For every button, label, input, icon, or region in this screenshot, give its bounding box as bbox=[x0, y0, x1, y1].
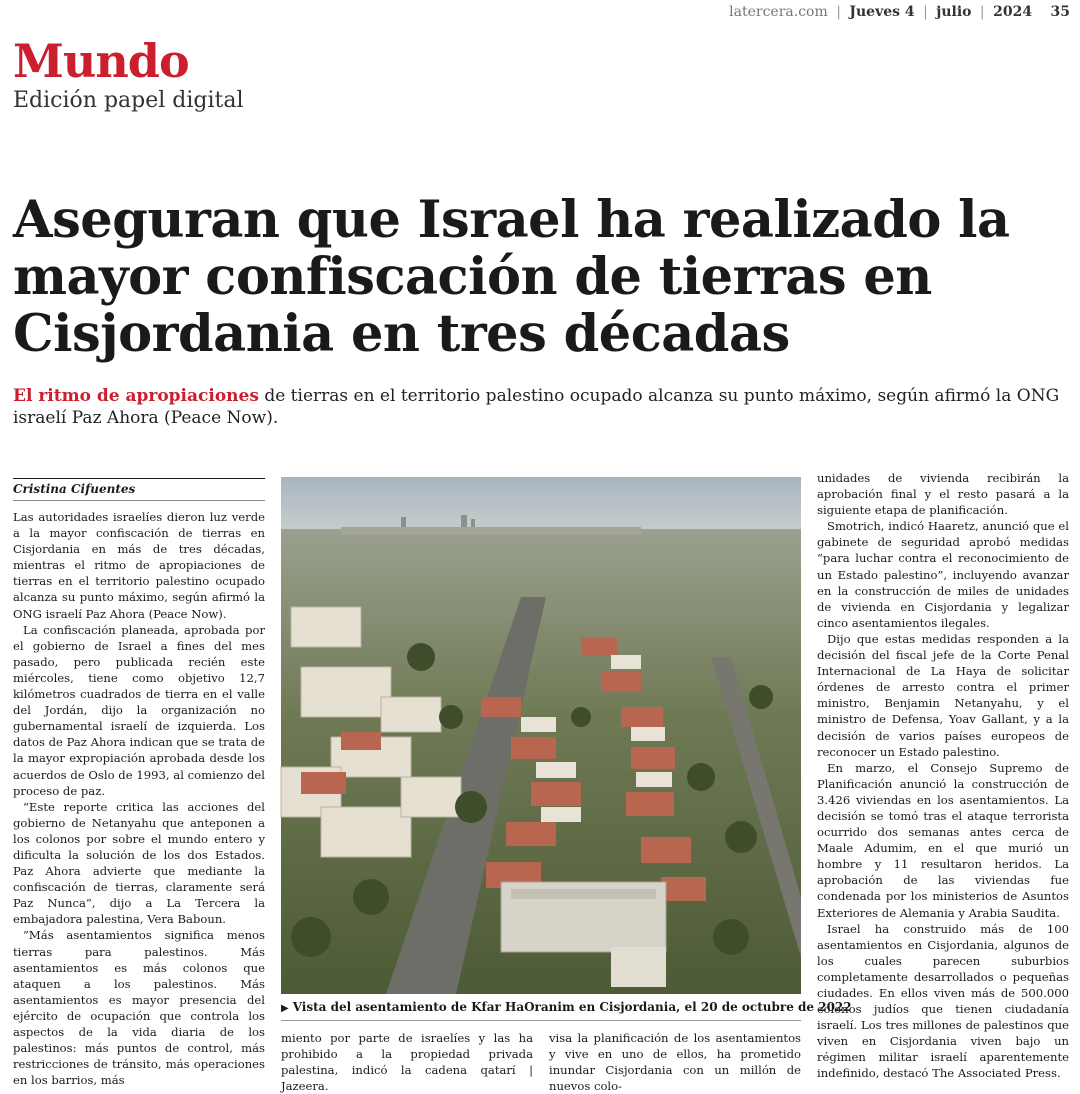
divider bbox=[13, 478, 265, 479]
caption-text: Vista del asentamiento de Kfar HaOranim en Cisjordania, el 20 de octubre de 2022 bbox=[292, 1000, 852, 1014]
article-column-2 bbox=[281, 1030, 533, 1094]
paragraph: En marzo, el Consejo Supremo de Planificación anunció la construcción de 3.426 viviendas en los asentamientos. La decisión se tomó tras el ataque terrorista ocurrido dos semanas antes cerca de Maale Adumim, en el que murió un hombre y 11 resultaron heridos. La aprobación de las viviendas fue condenada por los ministerios de Asuntos Exteriores de Alemania y Arabia Saudita. bbox=[817, 760, 1069, 920]
separator: | bbox=[979, 4, 985, 20]
deck-text: de tierras en el territorio palestino ocupado alcanza su punto máximo, según afirmó la ONG israelí Paz Ahora (Peace Now). bbox=[13, 386, 1060, 428]
header-year: 2024 bbox=[993, 4, 1033, 20]
header-day: Jueves 4 bbox=[849, 4, 915, 20]
paragraph: miento por parte de israelíes y las ha prohibido a la propiedad privada palestina, indicó la cadena qatarí | Jazeera. bbox=[281, 1031, 533, 1094]
paragraph: La confiscación planeada, aprobada por el gobierno de Israel a fines del mes pasado, pero publicada recién este miércoles, tiene como objetivo 12,7 kilómetros cuadrados de tierra en el valle del Jordán, dijo la organización no gubernamental israelí de izquierda. Los datos de Paz Ahora indican que se trata de la mayor expropiación aprobada desde los acuerdos de Oslo de 1993, al comienzo del proceso de paz. bbox=[13, 622, 265, 798]
divider bbox=[281, 1020, 801, 1021]
deck-highlight: El ritmo de apropiaciones bbox=[13, 386, 259, 406]
page-header bbox=[729, 4, 1070, 20]
article-column-4 bbox=[817, 470, 1069, 1080]
byline: Cristina Cifuentes bbox=[13, 482, 136, 496]
settlement-aerial-image bbox=[281, 477, 801, 994]
paragraph: visa la planificación de los asentamientos y vive en uno de ellos, ha prometido inundar Cisjordania con un millón de nuevos colo- bbox=[549, 1031, 801, 1094]
header-month: julio bbox=[936, 4, 972, 20]
paragraph: Dijo que estas medidas responden a la decisión del fiscal jefe de la Corte Penal Internacional de La Haya de solicitar órdenes de arresto contra el primer ministro, Benjamin Netanyahu, y el ministro de Defensa, Yoav Gallant, y a la decisión de varios países europeos de reconocer un Estado palestino. bbox=[817, 631, 1069, 759]
article-column-3 bbox=[549, 1030, 801, 1094]
photo-caption bbox=[281, 1000, 852, 1014]
page-number: 35 bbox=[1050, 4, 1070, 20]
separator: | bbox=[923, 4, 928, 20]
site-name: latercera.com bbox=[729, 4, 828, 20]
article-headline: Aseguran que Israel ha realizado la mayor confiscación de tierras en Cisjordania en tres décadas bbox=[13, 190, 1010, 364]
paragraph: unidades de vivienda recibirán la aprobación final y el resto pasará a la siguiente etapa de planificación. bbox=[817, 471, 1069, 518]
paragraph: Las autoridades israelíes dieron luz verde a la mayor confiscación de tierras en Cisjordania en más de tres décadas, mientras el ritmo de apropiaciones de tierras en el territorio palestino ocupado alcanza su punto máximo, según afirmó la ONG israelí Paz Ahora (Peace Now). bbox=[13, 510, 265, 621]
article-column-1 bbox=[13, 509, 265, 1088]
paragraph: Smotrich, indicó Haaretz, anunció que el gabinete de seguridad aprobó medidas “para luchar contra el reconocimiento de un Estado palestino”, incluyendo avanzar en la construcción de miles de unidades de vivienda en Cisjordania y legalizar cinco asentamientos ilegales. bbox=[817, 519, 1069, 630]
right-triangle-icon: ▶ bbox=[281, 1003, 289, 1014]
divider bbox=[13, 500, 265, 501]
edition-label: Edición papel digital bbox=[13, 88, 244, 113]
paragraph: “Este reporte critica las acciones del gobierno de Netanyahu que anteponen a los colonos por sobre el mundo entero y dificulta la solución de los dos Estados. Paz Ahora advierte que mediante la confiscación de tierras, claramente será Paz Nunca”, dijo a La Tercera la embajadora palestina, Vera Baboun. bbox=[13, 799, 265, 927]
paragraph: ”Más asentamientos significa menos tierras para palestinos. Más asentamientos es más colonos que ataquen a los palestinos. Más asentamientos es mayor presencia del ejército de ocupación que controla los aspectos de la vida diaria de los palestinos: más puntos de control, más restricciones de tránsito, más operaciones en los barrios, más bbox=[13, 928, 265, 1088]
separator: | bbox=[836, 4, 841, 20]
article-deck bbox=[13, 385, 1063, 429]
article-photo bbox=[281, 477, 801, 994]
paragraph: Israel ha construido más de 100 asentamientos en Cisjordania, algunos de los cuales parecen suburbios completamente desarrollados o pequeñas ciudades. En ellos viven más de 500.000 colonos judíos que tienen ciudadanía israelí. Los tres millones de palestinos que viven en Cisjordania viven bajo un régimen militar israelí aparentemente indefinido, destacó The Associated Press. bbox=[817, 921, 1069, 1081]
section-title: Mundo bbox=[13, 34, 189, 88]
